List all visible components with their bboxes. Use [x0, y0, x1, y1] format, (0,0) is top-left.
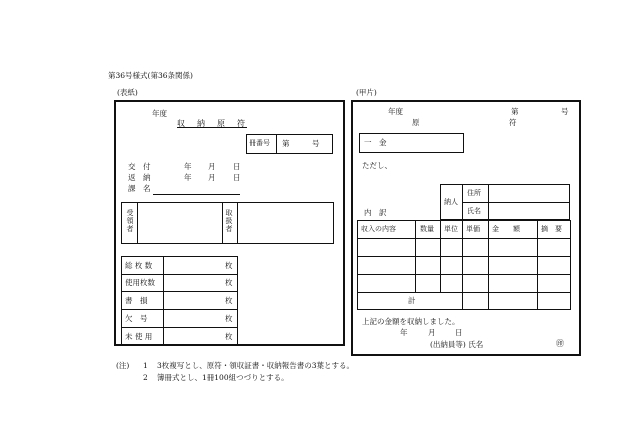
return-year: 年	[184, 173, 192, 182]
count-label-used: 使用枚数	[125, 278, 155, 287]
count-unit-used: 枚	[225, 278, 233, 287]
receipt-month: 月	[428, 328, 436, 337]
note-1-text: 3枚複写とし、原符・領収証書・収納報告書の3葉とする。	[157, 361, 355, 370]
receipt-text: 上記の金額を収納しました。	[362, 317, 460, 326]
note-2-text: 簿冊式とし、1冊100組つづりとする。	[157, 373, 289, 382]
count-unit-unused: 枚	[225, 332, 233, 341]
voucher-fiscal-year: 年度	[388, 107, 403, 116]
voucher-no-unit: 号	[561, 107, 569, 116]
address-label: 住所	[467, 189, 481, 197]
return-month: 月	[208, 173, 216, 182]
payer-label: 納人	[444, 198, 458, 206]
count-label-spoiled: 書 損	[125, 296, 148, 305]
cover-fiscal-year: 年度	[152, 109, 167, 118]
seal-mark: ㊞	[556, 339, 564, 348]
count-unit-spoiled: 枚	[225, 296, 233, 305]
form-title: 第36号様式(第36条関係)	[108, 71, 193, 80]
col-unit-price: 単価	[466, 225, 480, 233]
name-label: 氏名	[467, 207, 481, 215]
return-label: 返 納	[128, 173, 151, 182]
receipt-year: 年	[400, 328, 408, 337]
note-1-num: 1	[143, 361, 148, 370]
breakdown-label: 内 訳	[364, 208, 387, 217]
return-day: 日	[233, 173, 241, 182]
count-unit-total: 枚	[225, 261, 233, 270]
handler-label: 取扱者	[225, 209, 233, 233]
recipient-label: 受領者	[126, 209, 134, 233]
col-amount: 金 額	[492, 225, 520, 233]
issue-day: 日	[233, 162, 241, 171]
count-unit-missing: 枚	[225, 314, 233, 323]
note-2-num: 2	[143, 373, 148, 382]
amount-label: 一 金	[364, 138, 387, 147]
voucher-title-left: 原	[412, 118, 420, 127]
col-content: 収入の内容	[361, 225, 396, 233]
col-remarks: 摘 要	[541, 225, 562, 233]
cashier-label: (出納員等) 氏名	[430, 340, 484, 349]
count-label-total: 総 枚 数	[125, 261, 153, 270]
ledger-number-label: 冊番号	[249, 139, 270, 147]
breakdown-table	[357, 220, 571, 310]
proviso-text: ただし、	[362, 161, 392, 170]
cover-title: 収 納 原 符	[177, 119, 247, 128]
voucher-title-right: 符	[509, 118, 517, 127]
issue-month: 月	[208, 162, 216, 171]
ledger-number-value: 第 号	[282, 139, 320, 148]
notes-prefix: (注)	[116, 361, 130, 370]
cover-label: (表紙)	[117, 88, 138, 97]
col-quantity: 数量	[420, 225, 434, 233]
voucher-no-label: 第	[511, 107, 519, 116]
issue-label: 交 付	[128, 162, 151, 171]
issue-year: 年	[184, 162, 192, 171]
voucher-label: (甲片)	[356, 88, 377, 97]
section-name-line	[153, 194, 240, 195]
col-unit: 単位	[444, 225, 458, 233]
total-label: 計	[408, 296, 416, 305]
count-label-missing: 欠 号	[125, 314, 148, 323]
section-label: 課 名	[128, 184, 151, 193]
count-label-unused: 未 使 用	[125, 332, 153, 341]
receipt-day: 日	[455, 328, 463, 337]
